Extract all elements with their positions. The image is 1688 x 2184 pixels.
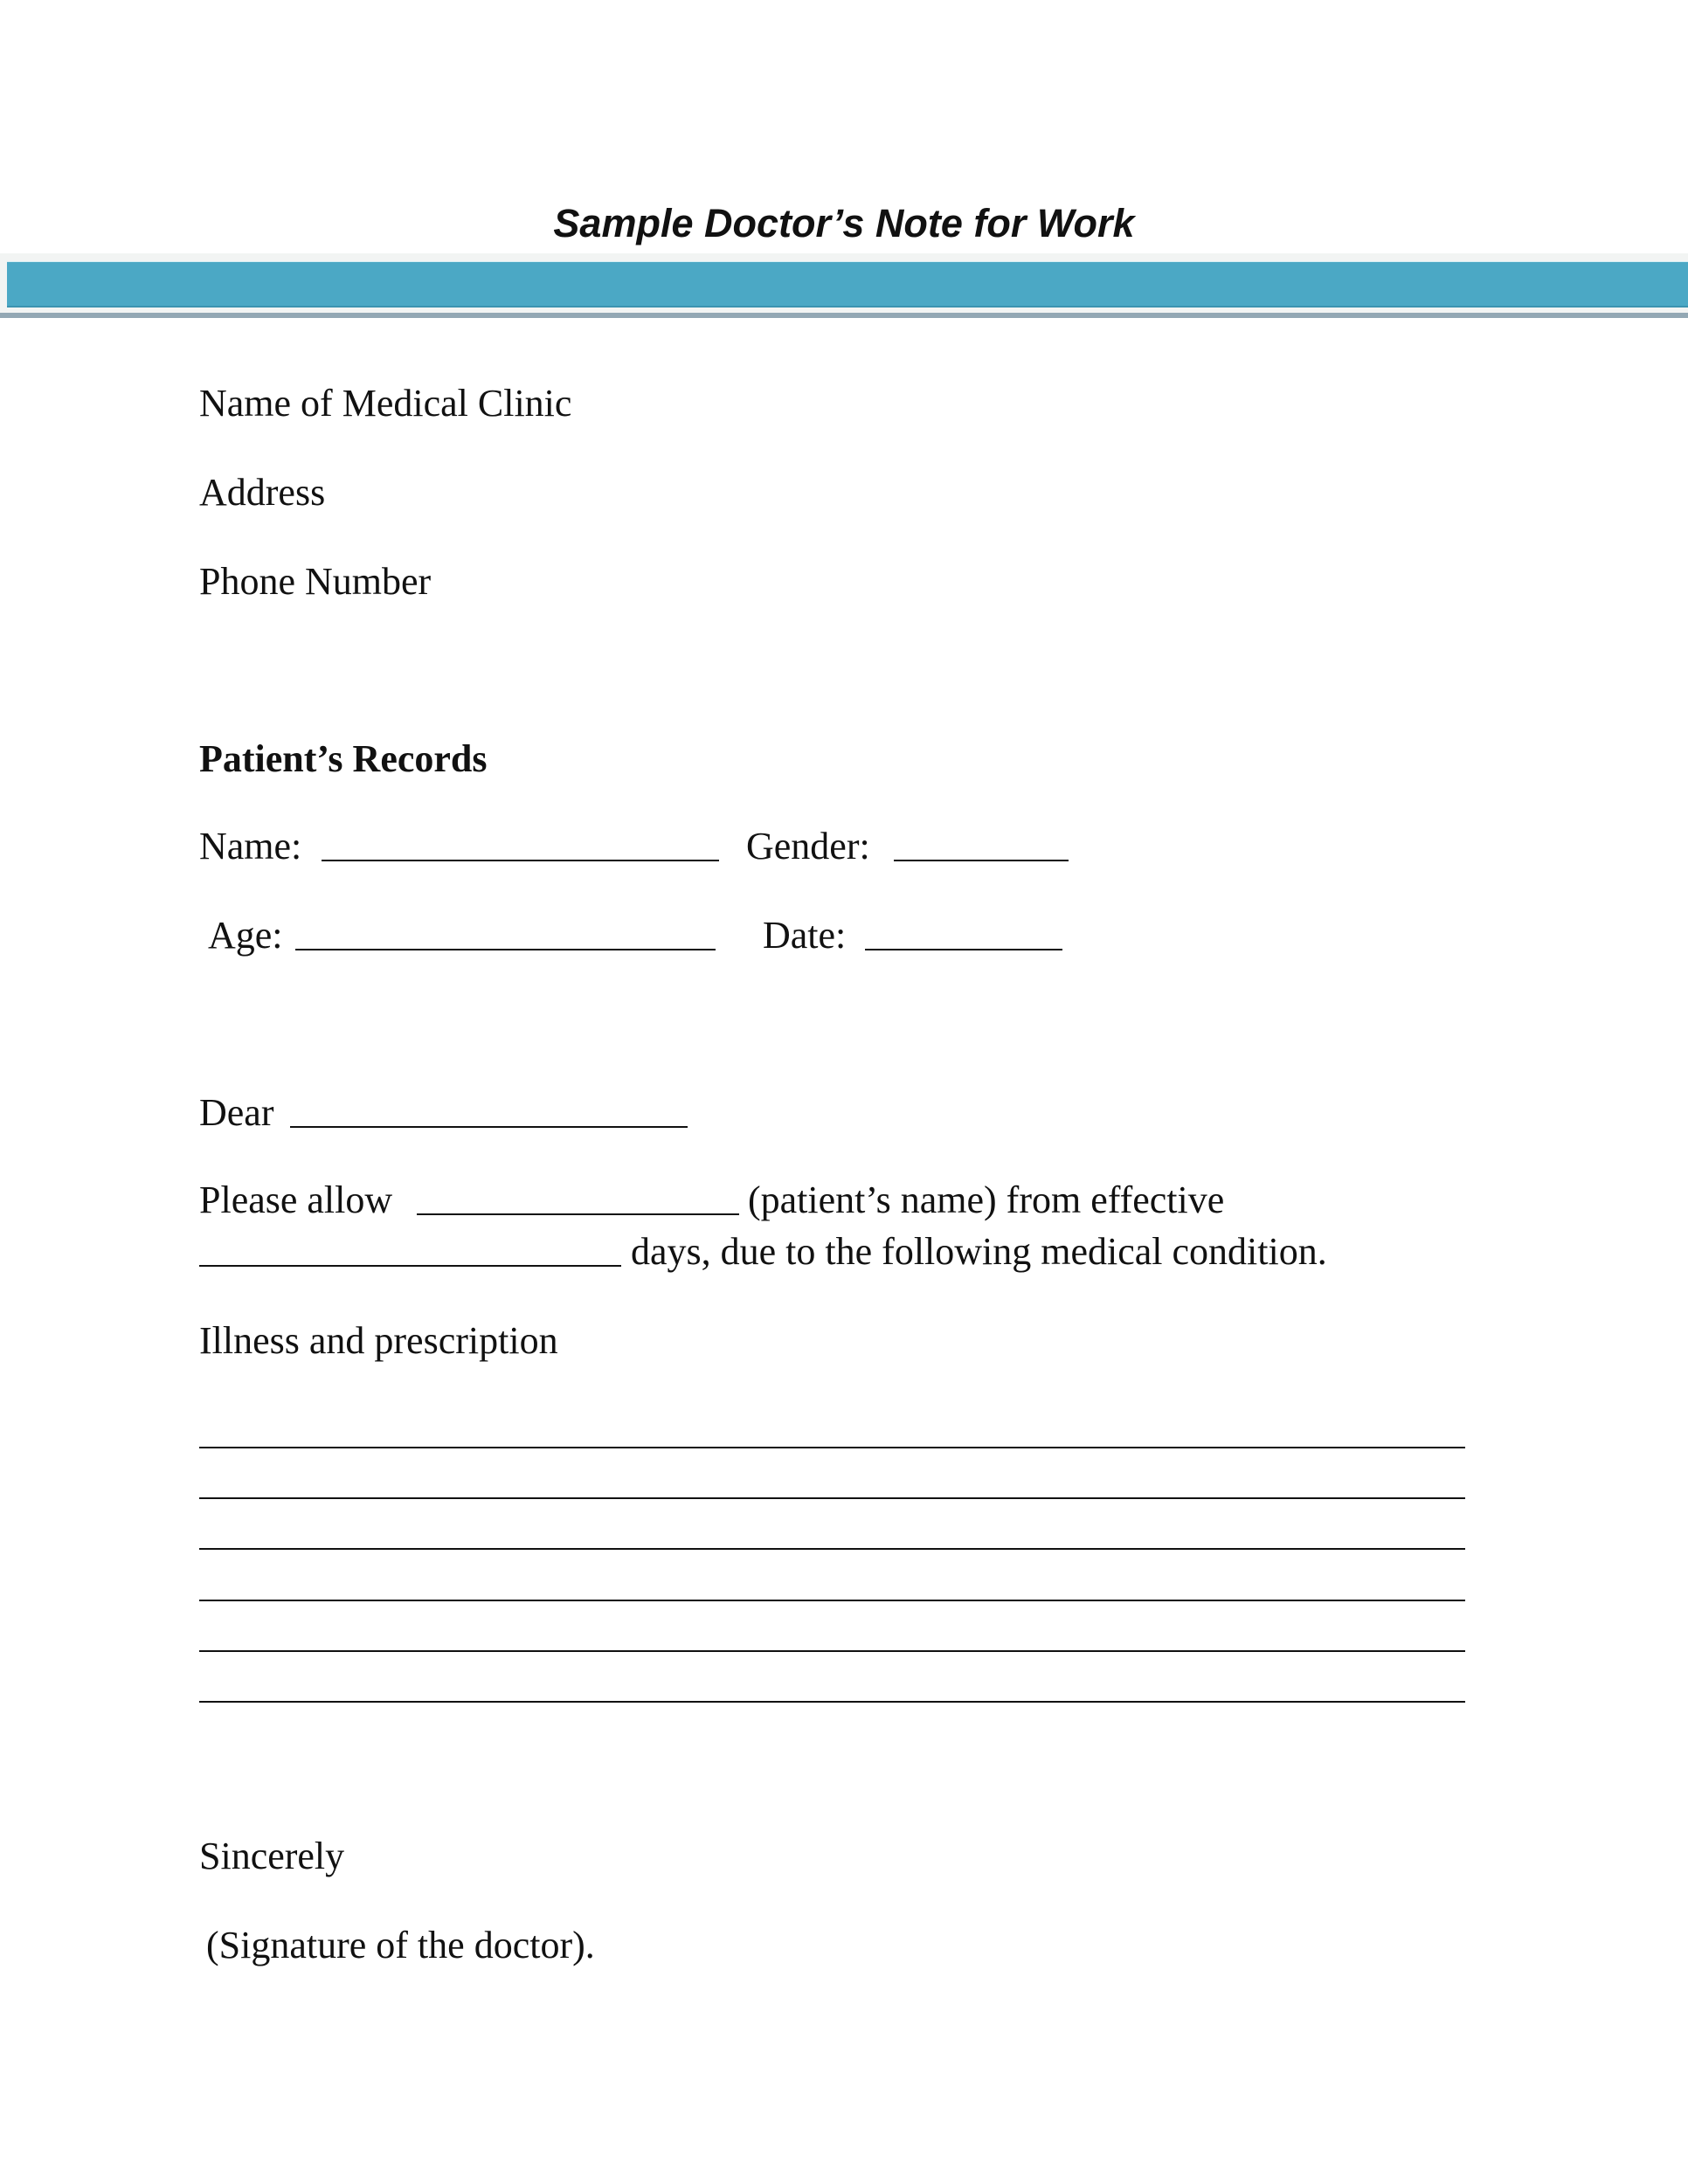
age-label: Age:: [208, 914, 283, 957]
illness-line[interactable]: [199, 1447, 1465, 1448]
illness-line[interactable]: [199, 1650, 1465, 1652]
allow-suffix: (patient’s name) from effective: [748, 1178, 1225, 1221]
allow-prefix: Please allow: [199, 1178, 393, 1221]
header-band: [7, 261, 1688, 308]
recipient-blank[interactable]: [290, 1126, 688, 1128]
records-heading: Patient’s Records: [199, 737, 488, 780]
date-label: Date:: [763, 914, 847, 957]
date-blank[interactable]: [865, 949, 1062, 950]
gender-blank[interactable]: [894, 860, 1069, 861]
illness-line[interactable]: [199, 1701, 1465, 1703]
document-title: Sample Doctor’s Note for Work: [553, 201, 1135, 245]
salutation: Dear: [199, 1091, 274, 1134]
days-text: days, due to the following medical condition.: [631, 1230, 1327, 1273]
clinic-address: Address: [199, 471, 326, 514]
name-blank[interactable]: [322, 860, 719, 861]
illness-line[interactable]: [199, 1548, 1465, 1550]
header-rule: [0, 313, 1688, 318]
gender-label: Gender:: [746, 825, 870, 867]
clinic-phone: Phone Number: [199, 560, 432, 603]
clinic-name: Name of Medical Clinic: [199, 382, 572, 425]
closing: Sincerely: [199, 1835, 345, 1877]
illness-line[interactable]: [199, 1497, 1465, 1499]
illness-label: Illness and prescription: [199, 1319, 558, 1362]
illness-line[interactable]: [199, 1600, 1465, 1601]
signature-line: (Signature of the doctor).: [206, 1924, 595, 1966]
name-label: Name:: [199, 825, 302, 867]
age-blank[interactable]: [295, 949, 716, 950]
patient-name-blank[interactable]: [417, 1213, 739, 1215]
days-blank[interactable]: [199, 1265, 621, 1267]
